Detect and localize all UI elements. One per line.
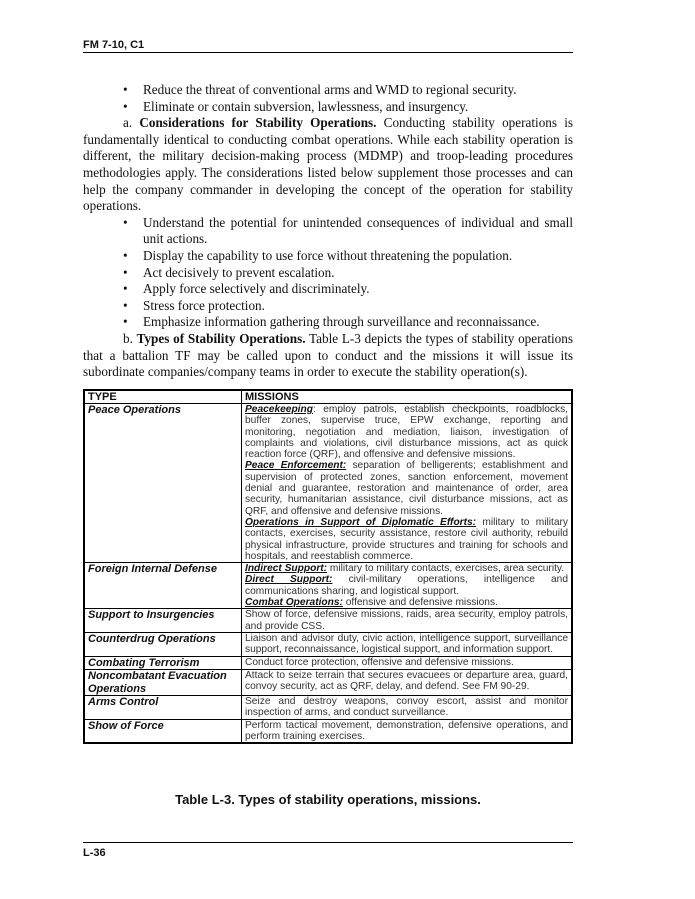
missions-cell [242,404,573,563]
mission-entry [245,609,568,632]
operation-type: Support to Insurgencies [84,609,242,633]
operation-type: Foreign Internal Defense [84,563,242,609]
mission-text: : employ patrols, establish checkpoints, roadblocks, buffer zones, supervise truce, EPW exchange, reporting and monitoring, negotiation and mediation, liaison, investigation of complaints and violations, civil disturbance missions, act as quick reaction force (QRF), and offensive and defensive missions. [245,404,568,461]
col-header-missions: MISSIONS [242,390,573,404]
mission-text: Seize and destroy weapons, convoy escort, assist and monitor inspection of arms, and conduct surveillance. [245,696,568,719]
operation-type: Peace Operations [84,404,242,563]
missions-cell [242,670,573,696]
table-row [84,656,572,670]
table-row [84,719,572,743]
table-caption: Table L-3. Types of stability operations, missions. [175,792,481,807]
missions-cell [242,656,573,670]
mission-text: offensive and defensive missions. [342,597,498,609]
col-header-type: TYPE [84,390,242,404]
mission-entry [245,720,568,743]
missions-cell [242,609,573,633]
mission-entry [245,597,568,608]
intro-bullet-list [83,82,573,115]
table-row [84,670,572,696]
missions-cell [242,696,573,720]
table-row [84,632,572,656]
bullet-item: • Reduce the threat of conventional arms and WMD to regional security. [83,82,573,99]
mission-entry [245,574,568,597]
operation-type: Combating Terrorism [84,656,242,670]
table-row [84,609,572,633]
paragraph-b-heading: Types of Stability Operations. [136,330,306,346]
mission-text: military to military contacts, exercises, area security. [327,563,565,575]
mission-label: Peacekeeping [245,404,313,415]
mission-text: separation of belligerents; establishment and supervision of protected zones, sanction enforcement, movement denial and guarantee, restoration and maintenance of order, area security, humanitarian assistance, civil disturbance missions, act as QRF, and offensive and defensive missions. [245,460,568,517]
missions-cell [242,632,573,656]
mission-label: Operations in Support of Diplomatic Efforts: [245,516,477,528]
bullet-item: • Display the capability to use force without threatening the population. [83,248,573,265]
bullet-item: • Act decisively to prevent escalation. [83,265,573,282]
body-text [83,82,573,381]
mission-text: Conduct force protection, offensive and defensive missions. [245,656,514,668]
mission-entry [245,404,568,460]
bullet-item: • Eliminate or contain subversion, lawlessness, and insurgency. [83,99,573,116]
running-header: FM 7-10, C1 [83,39,145,51]
paragraph-a: a. Considerations for Stability Operations. Conducting stability operations is fundamentally identical to conducting combat operations. While each stability operation is different, the military decision-making process (MDMP) and troop-leading procedures methodologies apply. The considerations listed below supplement those processes and can help the company commander in developing the concept of the operation for stability operations. [83,115,573,214]
mission-entry [245,517,568,562]
paragraph-a-heading: Considerations for Stability Operations. [139,115,377,131]
mission-label: Indirect Support: [245,563,328,575]
mission-entry [245,696,568,719]
mission-entry [245,657,568,668]
missions-cell [242,563,573,609]
mission-text: military to military contacts, exercises, security assistance, restore civil authority, rebuild physical infrastructure, provide structures and training for schools and hospitals, and reestablish commerce. [245,516,568,562]
mission-label: Peace Enforcement: [245,460,347,472]
mission-text: Liaison and advisor duty, civic action, intelligence support, surveillance support, reconnaissance, logistical support, and information support. [245,632,568,656]
missions-cell [242,719,573,743]
bullet-item: • Stress force protection. [83,298,573,315]
mission-label: Direct Support: [245,574,333,586]
considerations-list [83,215,573,331]
mission-entry [245,670,568,693]
table-row [84,696,572,720]
mission-text: Show of force, defensive missions, raids, area security, employ patrols, and provide CSS. [245,609,568,632]
operation-type: Noncombatant Evacuation Operations [84,670,242,696]
bullet-item: • Emphasize information gathering through surveillance and reconnaissance. [83,314,573,331]
header-rule [83,52,573,53]
stability-operations-table [83,389,573,744]
operation-type: Show of Force [84,719,242,743]
mission-entry [245,460,568,516]
paragraph-b: b. Types of Stability Operations. Table L-3 depicts the types of stability operations that a battalion TF may be called upon to conduct and the missions it will issue its subordinate companies/company teams in order to execute the stability operation(s). [83,330,573,380]
bullet-item: • Apply force selectively and discriminately. [83,281,573,298]
mission-text: Attack to seize terrain that secures evacuees or departure area, guard, convoy security, act as QRF, delay, and defend. See FM 90-29. [245,670,568,693]
bullet-item: • Understand the potential for unintended consequences of individual and small unit actions. [83,215,573,248]
mission-label: Combat Operations: [245,597,343,609]
footer-rule [83,842,573,843]
mission-entry [245,633,568,656]
mission-text: Perform tactical movement, demonstration, defensive operations, and perform training exercises. [245,719,568,742]
table-row [84,404,572,563]
operation-type: Arms Control [84,696,242,720]
page-number: L-36 [83,847,106,859]
operation-type: Counterdrug Operations [84,632,242,656]
mission-text: civil-military operations, intelligence and communications sharing, and logistical support. [245,574,568,597]
mission-entry [245,563,568,574]
table-row [84,563,572,609]
